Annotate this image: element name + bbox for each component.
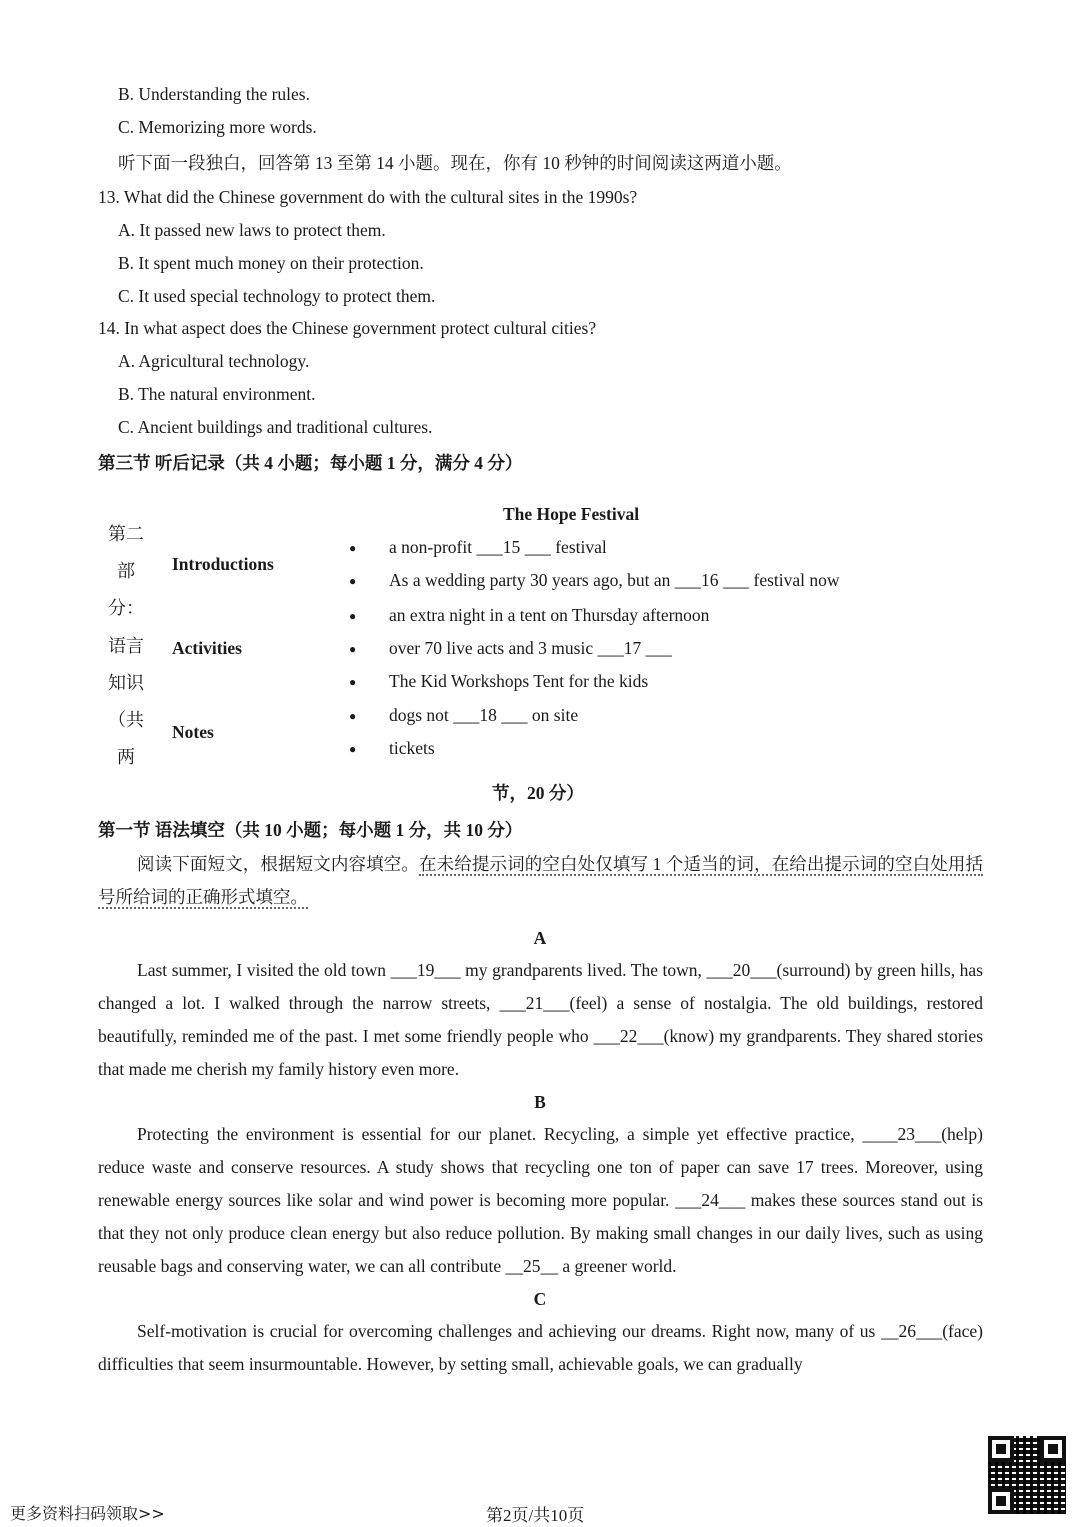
grammar-instruction-intro: 阅读下面短文，根据短文内容填空。 (137, 854, 419, 874)
passage-a-label: A (533, 928, 547, 948)
instruction-13-14: 听下面一段独白，回答第 13 至第 14 小题。现在，你有 10 秒钟的时间阅读这两道小题。 (118, 153, 792, 173)
qr-finder-icon (1040, 1436, 1066, 1462)
q12-option-c: C. Memorizing more words. (118, 117, 317, 137)
list-item: a non-profit ___15 ___ festival (389, 537, 607, 557)
bullet-icon: ● (349, 642, 357, 656)
list-item: The Kid Workshops Tent for the kids (389, 671, 649, 691)
list-item: As a wedding party 30 years ago, but an ___16 ___ festival now (389, 570, 840, 590)
bullet-icon: ● (349, 742, 357, 756)
question-13: 13. What did the Chinese government do with the cultural sites in the 1990s? (98, 187, 638, 207)
bullet-icon: ● (349, 675, 357, 689)
q12-option-b: B. Understanding the rules. (118, 84, 310, 104)
part2-vertical-char: 部 (117, 561, 135, 581)
passage-c-label: C (533, 1289, 547, 1309)
passage-b-label: B (534, 1092, 546, 1112)
q13-option-a: A. It passed new laws to protect them. (118, 220, 386, 240)
part2-vertical-char: （共 (108, 710, 144, 730)
bullet-icon: ● (349, 574, 357, 588)
row-label-notes: Notes (172, 722, 214, 742)
part2-vertical-char: 语言 (108, 636, 144, 656)
qr-finder-icon (988, 1436, 1014, 1462)
part2-vertical-char: 分： (108, 598, 144, 618)
section-3-heading: 第三节 听后记录（共 4 小题；每小题 1 分，满分 4 分） (98, 453, 523, 473)
q14-option-b: B. The natural environment. (118, 384, 316, 404)
q13-option-c: C. It used special technology to protect them. (118, 286, 436, 306)
list-item: over 70 live acts and 3 music ___17 ___ (389, 638, 672, 658)
row-label-introductions: Introductions (172, 554, 274, 574)
grammar-instruction (98, 848, 983, 914)
bullet-icon: ● (349, 541, 357, 555)
question-14: 14. In what aspect does the Chinese government protect cultural cities? (98, 318, 597, 338)
passage-a: Last summer, I visited the old town ___19___ my grandparents lived. The town, ___20___(surround) by green hills, has changed a lot. I walked through the narrow streets, ___21___(feel) a sense of nostalgia. The old buildings, restored beautifully, reminded me of the past. I met some friendly people who ___22___(know) my grandparents. They shared stories that made me cherish my family history even more. (98, 960, 983, 1079)
part2-heading-continued: 节，20 分） (492, 783, 584, 803)
bullet-icon: ● (349, 709, 357, 723)
q13-option-b: B. It spent much money on their protection. (118, 253, 424, 273)
grammar-heading: 第一节 语法填空（共 10 小题；每小题 1 分，共 10 分） (98, 820, 523, 840)
part2-vertical-char: 两 (117, 747, 135, 767)
bullet-icon: ● (349, 609, 357, 623)
q14-option-a: A. Agricultural technology. (118, 351, 310, 371)
part2-vertical-char: 第二 (108, 524, 144, 544)
part2-vertical-char: 知识 (108, 673, 144, 693)
footer-scan-link[interactable]: 更多资料扫码领取>> (10, 1504, 165, 1523)
row-label-activities: Activities (172, 638, 242, 658)
page-number: 第2页/共10页 (486, 1506, 585, 1525)
qr-finder-icon (988, 1488, 1014, 1514)
passage-b: Protecting the environment is essential for our planet. Recycling, a simple yet effective practice, ____23___(help) reduce waste and conserve resources. A study shows that recycling one ton of paper can save 17 trees. Moreover, using renewable energy sources like solar and wind power is becoming more popular. ___24___ makes these sources stand out is that they not only produce clean energy but also reduce pollution. By making small changes in our daily lives, such as using reusable bags and conserving water, we can all contribute __25__ a greener world. (98, 1124, 983, 1276)
list-item: tickets (389, 738, 435, 758)
grammar-instruction-rule: 在未给提示词的空白处仅填写 1 个适当的词，在给出提示词的空白处用括号所给词的正确形式填空。 (98, 854, 983, 907)
list-item: an extra night in a tent on Thursday afternoon (389, 605, 710, 625)
passage-c: Self-motivation is crucial for overcoming challenges and achieving our dreams. Right now, many of us __26___(face) difficulties that seem insurmountable. However, by setting small, achievable goals, we can gradually (98, 1321, 983, 1374)
list-item: dogs not ___18 ___ on site (389, 705, 579, 725)
qr-code-icon[interactable] (988, 1436, 1066, 1514)
q14-option-c: C. Ancient buildings and traditional cultures. (118, 417, 433, 437)
table-title: The Hope Festival (503, 504, 640, 524)
